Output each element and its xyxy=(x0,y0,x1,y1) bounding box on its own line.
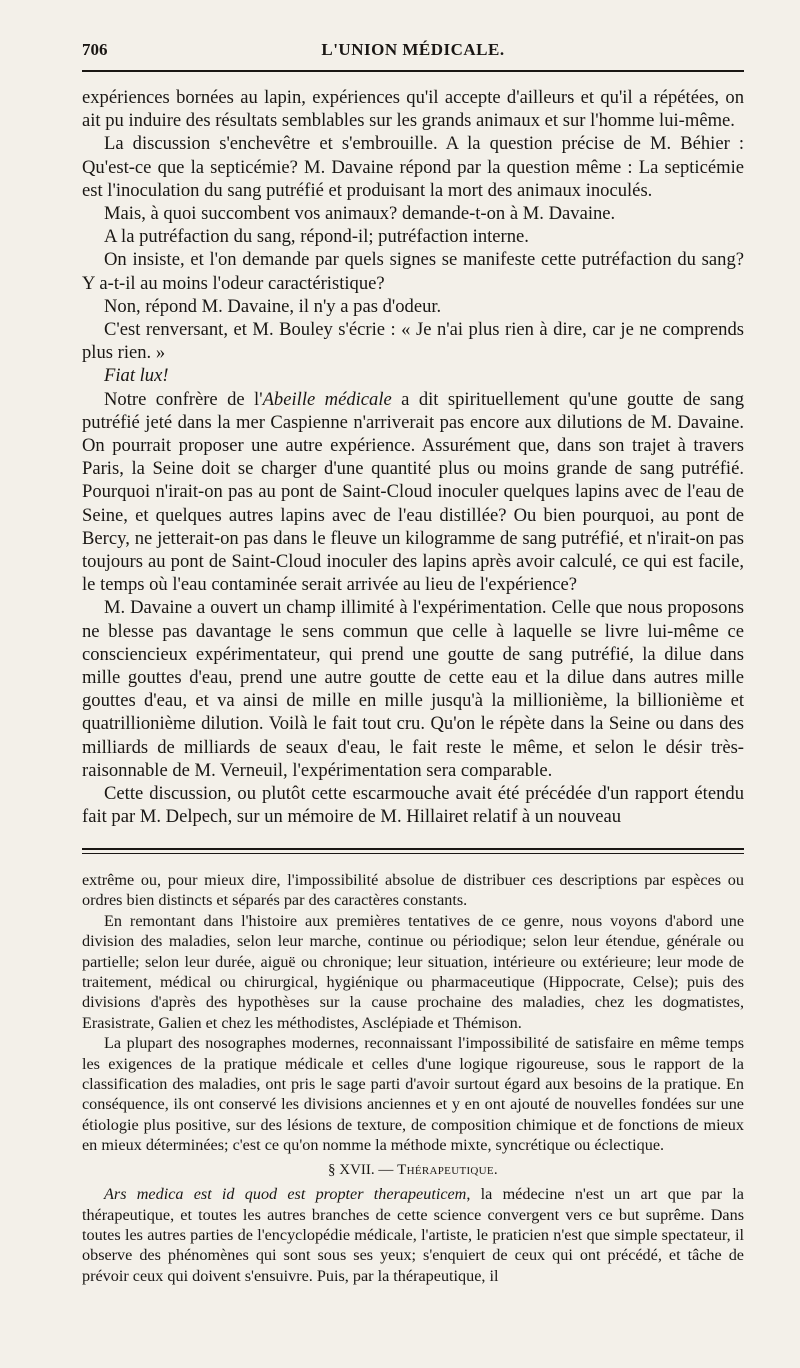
paragraph: extrême ou, pour mieux dire, l'impossibilité absolue de distribuer ces descriptions par espèces ou ordres bien distincts et séparés par des caractères constants. xyxy=(82,871,744,910)
text-run: Notre confrère de l' xyxy=(104,388,263,410)
paragraph: La plupart des nosographes modernes, reconnaissant l'impossibilité de satisfaire en même temps les exigences de la pratique médicale et celles d'une logique rigoureuse, sous le rapport de la classification des maladies, ont pris le sage parti d'avoir surtout égard aux besoins de la pratique. En conséquence, ils ont conservé les divisions anciennes et y en ont ajouté de nouvelles fondées sur une étiologie plus positive, sur des lésions de texture, de composition chimique et de fonctions de mieux en mieux déterminées; c'est ce qu'on nomme la méthode mixte, syncrétique ou éclectique. xyxy=(82,1034,744,1155)
paragraph xyxy=(82,388,744,597)
paragraph xyxy=(82,364,744,387)
footnote-separator xyxy=(82,848,744,854)
paragraph: En remontant dans l'histoire aux premières tentatives de ce genre, nous voyons d'abord une division des maladies, selon leur marche, continue ou périodique; selon leur étendue, générale ou partielle; selon leur durée, aiguë ou chronique; leur situation, intérieure ou extérieure; leur mode de traitement, médical ou chirurgical, hygiénique ou pharmaceutique (Hippocrate, Celse); puis des divisions d'après des hypothèses sur la cause prochaine des maladies, chez les dogmatistes, Erasistrate, Galien et chez les méthodistes, Asclépiade et Thémison. xyxy=(82,911,744,1032)
page-number: 706 xyxy=(82,40,108,59)
text-run: a dit spirituellement qu'une goutte de sang putréfié jeté dans la mer Caspienne n'arriverait pas encore aux dilutions de M. Davaine. On pourrait proposer une autre expérience. Assurément que, dans son trajet à travers Paris, la Seine doit se charger d'une quantité plus ou moins grande de sang putréfié. Pourquoi n'irait-on pas au pont de Saint-Cloud inoculer quelques lapins avec de l'eau de Seine, et quelques autres lapins avec de l'eau distillée? Ou bien pourquoi, au pont de Bercy, ne jetterait-on pas dans le fleuve un kilogramme de sang putréfié, et n'irait-on pas toujours au pont de Saint-Cloud inoculer des lapins après avoir calculé, ce qui est facile, le temps où l'eau contaminée serait arrivée au lieu de l'expérience? xyxy=(82,388,744,596)
header-rule xyxy=(82,70,744,72)
running-title: L'UNION MÉDICALE. xyxy=(321,40,505,59)
section-title: Thérapeutique. xyxy=(397,1161,498,1178)
latin-quote: Ars medica est id quod est propter therapeuticem xyxy=(104,1185,467,1204)
feuilleton-text xyxy=(82,870,744,1286)
paragraph: La discussion s'enchevêtre et s'embrouille. A la question précise de M. Béhier : Qu'est-ce que la septicémie? M. Davaine répond par la question même : La septicémie est l'inoculation du sang putréfié et produisant la mort des animaux inoculés. xyxy=(82,133,744,201)
paragraph: Mais, à quoi succombent vos animaux? demande-t-on à M. Davaine. xyxy=(104,203,616,225)
italic-title: Abeille médicale xyxy=(262,388,392,410)
paragraph: Cette discussion, ou plutôt cette escarmouche avait été précédée d'un rapport étendu fait par M. Delpech, sur un mémoire de M. Hillairet relatif à un nouveau xyxy=(82,783,744,828)
paragraph xyxy=(82,1184,744,1286)
section-number: § XVII. xyxy=(328,1161,375,1178)
section-heading xyxy=(82,1160,744,1180)
text-run: , la médecine n'est un art que par la thérapeutique, et toutes les autres branches de cette science convergent vers ce but suprême. Dans toutes les autres parties de l'encyclopédie médicale, l'artiste, le praticien n'est que simple spectateur, il observe des phénomènes qui sont sous ses yeux; s'enquiert de ceux qui ont précédé, et tâche de prévoir ceux qui doivent s'ensuivre. Puis, par la thérapeutique, il xyxy=(82,1185,744,1285)
page-header xyxy=(82,38,744,64)
paragraph: A la putréfaction du sang, répond-il; putréfaction interne. xyxy=(104,226,529,248)
italic-phrase: Fiat lux! xyxy=(104,365,169,387)
paragraph: M. Davaine a ouvert un champ illimité à l'expérimentation. Celle que nous proposons ne blesse pas davantage le sens commun que celle à laquelle se livre lui-même ce consciencieux expérimentateur, qui prend une goutte de sang putréfié, la dilue dans mille gouttes d'eau, prend une autre goutte de cette eau et la dilue dans autres mille gouttes d'eau, et va ainsi de mille en mille jusqu'à la millionième, la billionième et quatrillionième dilution. Voilà le fait tout cru. Qu'on le répète dans la Seine ou dans des milliards de milliards de seaux d'eau, le fait reste le même, et selon le désir très-raisonnable de M. Verneuil, l'expérimentation sera comparable. xyxy=(82,597,744,781)
section-dash: — xyxy=(374,1161,398,1178)
paragraph: Non, répond M. Davaine, il n'y a pas d'odeur. xyxy=(104,295,442,317)
main-text xyxy=(82,86,744,829)
paragraph: C'est renversant, et M. Bouley s'écrie : « Je n'ai plus rien à dire, car je ne comprends plus rien. » xyxy=(82,319,744,364)
paragraph: expériences bornées au lapin, expériences qu'il accepte d'ailleurs et qu'il a répétées, on ait pu induire des résultats semblables sur les grands animaux et sur l'homme lui-même. xyxy=(82,87,744,132)
paragraph: On insiste, et l'on demande par quels signes se manifeste cette putréfaction du sang? Y a-t-il au moins l'odeur caractéristique? xyxy=(82,249,744,294)
